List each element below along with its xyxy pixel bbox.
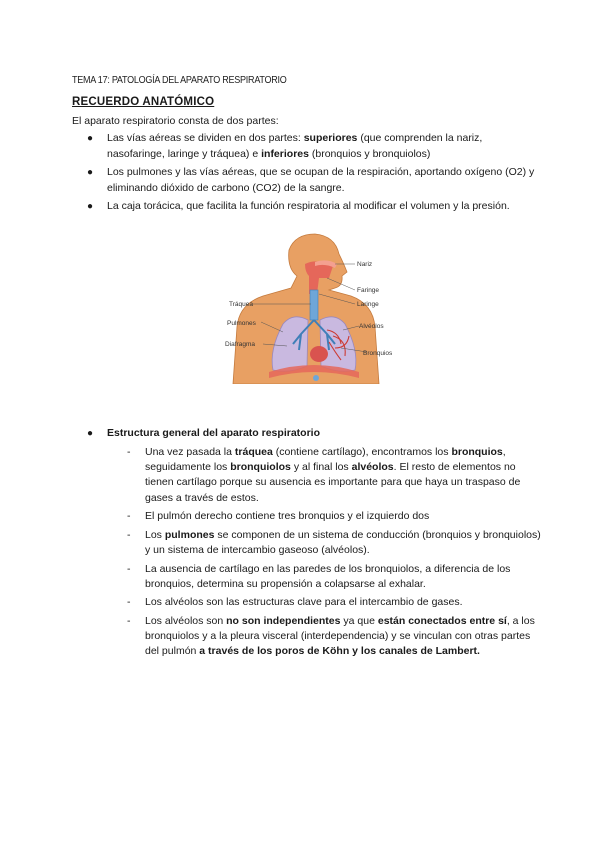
- respiratory-system-figure: [223, 232, 393, 384]
- dash-marker: -: [127, 596, 131, 609]
- dash-marker: -: [127, 528, 131, 541]
- bullet-icon: ●: [87, 133, 94, 144]
- label-pulmones: Pulmones: [227, 320, 256, 327]
- label-nariz: Nariz: [357, 261, 373, 268]
- bullet-icon: ●: [87, 201, 94, 212]
- dash-marker: -: [127, 614, 131, 627]
- dash-marker: -: [127, 510, 131, 523]
- bullet-icon: ●: [87, 428, 94, 439]
- list-item: - El pulmón derecho contiene tres bronquios y el izquierdo dos: [72, 509, 542, 524]
- list-item: - La ausencia de cartílago en las paredes de los bronquiolos, a diferencia de los bronquios, determina su propensión a colapsarse al exhalar.: [127, 562, 511, 590]
- dash-marker: -: [127, 562, 131, 575]
- label-diafragma: Diafragma: [225, 341, 255, 348]
- label-bronquios: Bronquios: [363, 350, 393, 357]
- section-heading: RECUERDO ANATÓMICO: [72, 96, 215, 108]
- list-item: ● Los pulmones y las vías aéreas, que se ocupan de la respiración, aportando oxígeno (O2) y eliminando dióxido de carbono (CO2) de la sangre.: [87, 166, 535, 194]
- bullet-icon: ●: [87, 167, 94, 178]
- structure-section: [72, 426, 542, 663]
- label-laringe: Laringe: [357, 301, 379, 308]
- list-item: - Los alvéolos son las estructuras clave para el intercambio de gases.: [72, 595, 542, 610]
- list-item: ● Las vías aéreas se dividen en dos partes: superiores (que comprenden la nariz, nasofaringe, laringe y tráquea) e inferiores (bronquios y bronquiolos): [87, 132, 483, 160]
- intro-paragraph: El aparato respiratorio consta de dos partes:: [72, 115, 279, 127]
- navel-marker: [313, 375, 319, 381]
- trachea-shape: [310, 290, 318, 320]
- page-title: TEMA 17: PATOLOGÍA DEL APARATO RESPIRATORIO: [72, 74, 287, 86]
- list-item: ● La caja torácica, que facilita la función respiratoria al modificar el volumen y la presión.: [72, 199, 542, 215]
- label-traquea: Tráquea: [229, 301, 253, 308]
- label-alveolos: Alvéolos: [359, 323, 384, 330]
- bullet-list: [72, 131, 542, 218]
- list-item: - Los alvéolos son no son independientes ya que están conectados entre sí, a los bronquiolos y a la pleura visceral (interdependencia) y se vinculan con otras partes del pulmón a través de los poros de Köhn y los canales de Lambert.: [127, 614, 535, 658]
- list-item: - Los pulmones se componen de un sistema de conducción (bronquios y bronquiolos) y un sistema de intercambio gaseoso (alvéolos).: [127, 528, 541, 556]
- heart-shape: [310, 346, 328, 362]
- list-item: - Una vez pasada la tráquea (contiene cartílago), encontramos los bronquios, seguidamente los bronquiolos y al final los alvéolos. El resto de elementos no tienen cartílago porque su ausencia es importante para que haya un traspaso de gases a través de estos.: [127, 446, 521, 504]
- structure-heading: ● Estructura general del aparato respiratorio: [87, 427, 320, 439]
- dash-list: [72, 445, 542, 660]
- label-faringe: Faringe: [357, 287, 380, 294]
- dash-marker: -: [127, 446, 131, 458]
